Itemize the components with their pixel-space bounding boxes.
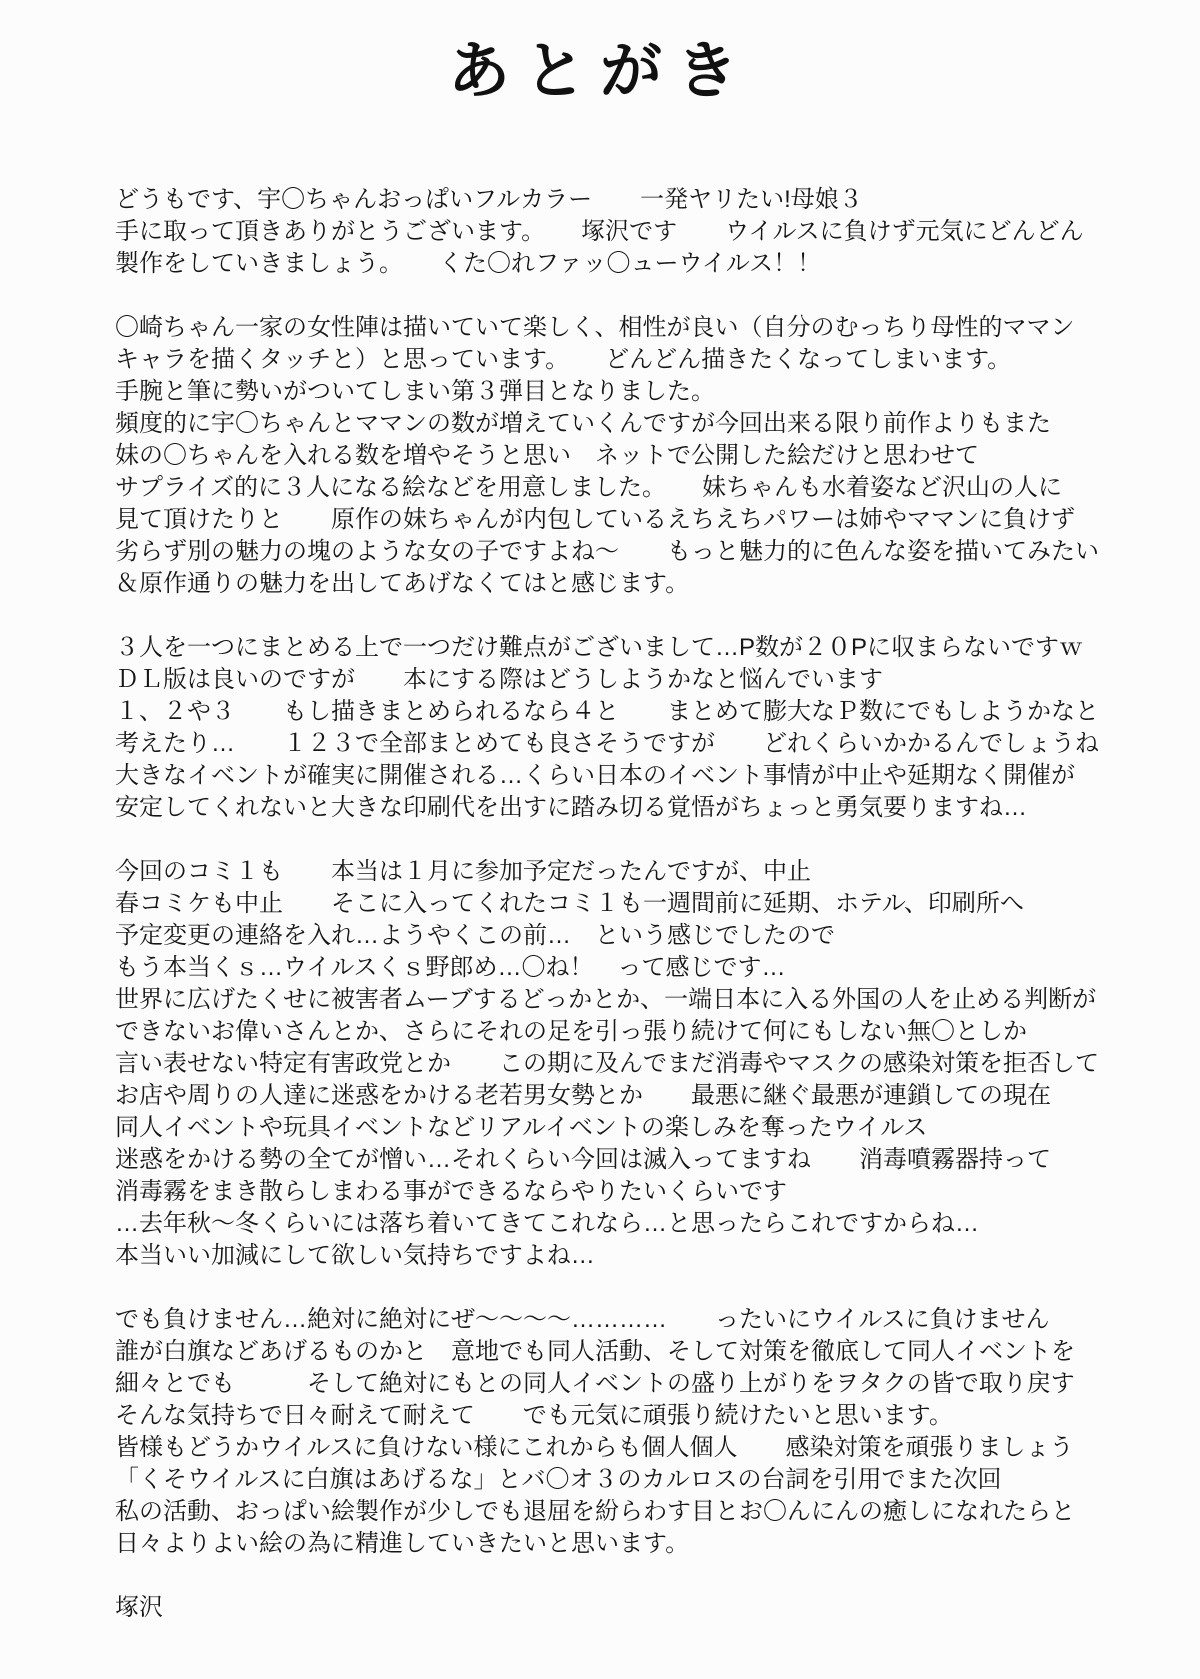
text-line: 本当いい加減にして欲しい気持ちですよね… <box>115 1242 595 1269</box>
text-line: 日々よりよい絵の為に精進していきたいと思います。 <box>115 1530 690 1557</box>
text-line: 製作をしていきましょう。 くた〇れファッ〇ューウイルス！！ <box>115 250 822 277</box>
signature: 塚沢 <box>115 1594 163 1621</box>
text-line: 妹の〇ちゃんを入れる数を増やそうと思い ネットで公開した絵だけと思わせて <box>115 442 979 469</box>
text-line: 劣らず別の魅力の塊のような女の子ですよね～ もっと魅力的に色んな姿を描いてみたい <box>115 538 1099 565</box>
text-line: 細々とでも そして絶対にもとの同人イベントの盛り上がりをヲタクの皆で取り戻す <box>115 1370 1075 1397</box>
text-line: 消毒霧をまき散らしまわる事ができるならやりたいくらいです <box>115 1178 787 1205</box>
text-line: ＤＬ版は良いのですが 本にする際はどうしようかなと悩んでいます <box>115 666 883 693</box>
text-line: 安定してくれないと大きな印刷代を出すに踏み切る覚悟がちょっと勇気要りますね… <box>115 794 1027 821</box>
text-line: 手に取って頂きありがとうございます。 塚沢です ウイルスに負けず元気にどんどん <box>115 218 1084 245</box>
text-line: そんな気持ちで日々耐えて耐えて でも元気に頑張り続けたいと思います。 <box>115 1402 953 1429</box>
paragraph-events <box>115 856 1160 1272</box>
text-line: 同人イベントや玩具イベントなどリアルイベントの楽しみを奪ったウイルス <box>115 1114 928 1141</box>
text-line: キャラを描くタッチと）と思っています。 どんどん描きたくなってしまいます。 <box>115 346 1012 373</box>
text-line: 予定変更の連絡を入れ…ようやくこの前… という感じでしたので <box>115 922 835 949</box>
text-line: 考えたり… １２３で全部まとめても良さそうですが どれくらいかかるんでしょうね <box>115 730 1099 757</box>
text-line: 迷惑をかける勢の全てが憎い…それくらい今回は滅入ってますね 消毒噴霧器持って <box>115 1146 1051 1173</box>
text-line: どうもです、宇〇ちゃんおっぱいフルカラー 一発ヤリたい!母娘３ <box>115 186 863 213</box>
paragraph-resolve <box>115 1304 1160 1560</box>
body-text <box>0 184 1200 1624</box>
text-line: 春コミケも中止 そこに入ってくれたコミ１も一週間前に延期、ホテル、印刷所へ <box>115 890 1024 917</box>
text-line: でも負けません…絶対に絶対にぜ～～～～………… ったいにウイルスに負けません <box>115 1306 1050 1333</box>
text-line: 「くそウイルスに白旗はあげるな」とバ〇オ３のカルロスの台詞を引用でまた次回 <box>115 1466 1002 1493</box>
text-line: 今回のコミ１も 本当は１月に参加予定だったんですが、中止 <box>115 858 811 885</box>
text-line: 頻度的に宇〇ちゃんとママンの数が増えていくんですが今回出来る限り前作よりもまた <box>115 410 1051 437</box>
text-line: 私の活動、おっぱい絵製作が少しでも退屈を紛らわす目とお〇んにんの癒しになれたらと <box>115 1498 1075 1525</box>
text-line: 皆様もどうかウイルスに負けない様にこれからも個人個人 感染対策を頑張りましょう <box>115 1434 1074 1461</box>
paragraph-intro <box>115 184 1160 280</box>
text-line: 世界に広げたくせに被害者ムーブするどっかとか、一端日本に入る外国の人を止める判断が <box>115 986 1097 1013</box>
text-line: …去年秋～冬くらいには落ち着いてきてこれなら…と思ったらこれですからね… <box>115 1210 979 1237</box>
text-line: サプライズ的に３人になる絵などを用意しました。 妹ちゃんも水着姿など沢山の人に <box>115 474 1063 501</box>
text-line: ＆原作通りの魅力を出してあげなくてはと感じます。 <box>115 570 690 597</box>
paragraph-pagecount <box>115 632 1160 824</box>
text-line: できないお偉いさんとか、さらにそれの足を引っ張り続けて何にもしない無〇としか <box>115 1018 1027 1045</box>
text-line: １、２や３ もし描きまとめられるなら４と まとめて膨大なＰ数にでもしようかなと <box>115 698 1099 725</box>
text-line: 見て頂けたりと 原作の妹ちゃんが内包しているえちえちパワーは姉やママンに負けず <box>115 506 1075 533</box>
page-title: あとがき <box>447 34 752 107</box>
text-line: 言い表せない特定有害政党とか この期に及んでまだ消毒やマスクの感染対策を拒否して <box>115 1050 1099 1077</box>
text-line: ３人を一つにまとめる上で一つだけ難点がございまして…P数が２０Pに収まらないですｗ <box>115 634 1084 661</box>
text-line: 誰が白旗などあげるものかと 意地でも同人活動、そして対策を徹底して同人イベントを <box>115 1338 1075 1365</box>
text-line: お店や周りの人達に迷惑をかける老若男女勢とか 最悪に継ぐ最悪が連鎖しての現在 <box>115 1082 1051 1109</box>
paragraph-characters <box>115 312 1160 600</box>
text-line: 大きなイベントが確実に開催される…くらい日本のイベント事情が中止や延期なく開催が <box>115 762 1075 789</box>
text-line: 手腕と筆に勢いがついてしまい第３弾目となりました。 <box>115 378 715 405</box>
text-line: もう本当くｓ…ウイルスくｓ野郎め…〇ね！ って感じです… <box>115 954 786 981</box>
text-line: 〇崎ちゃん一家の女性陣は描いていて楽しく、相性が良い（自分のむっちり母性的ママン <box>115 314 1075 341</box>
